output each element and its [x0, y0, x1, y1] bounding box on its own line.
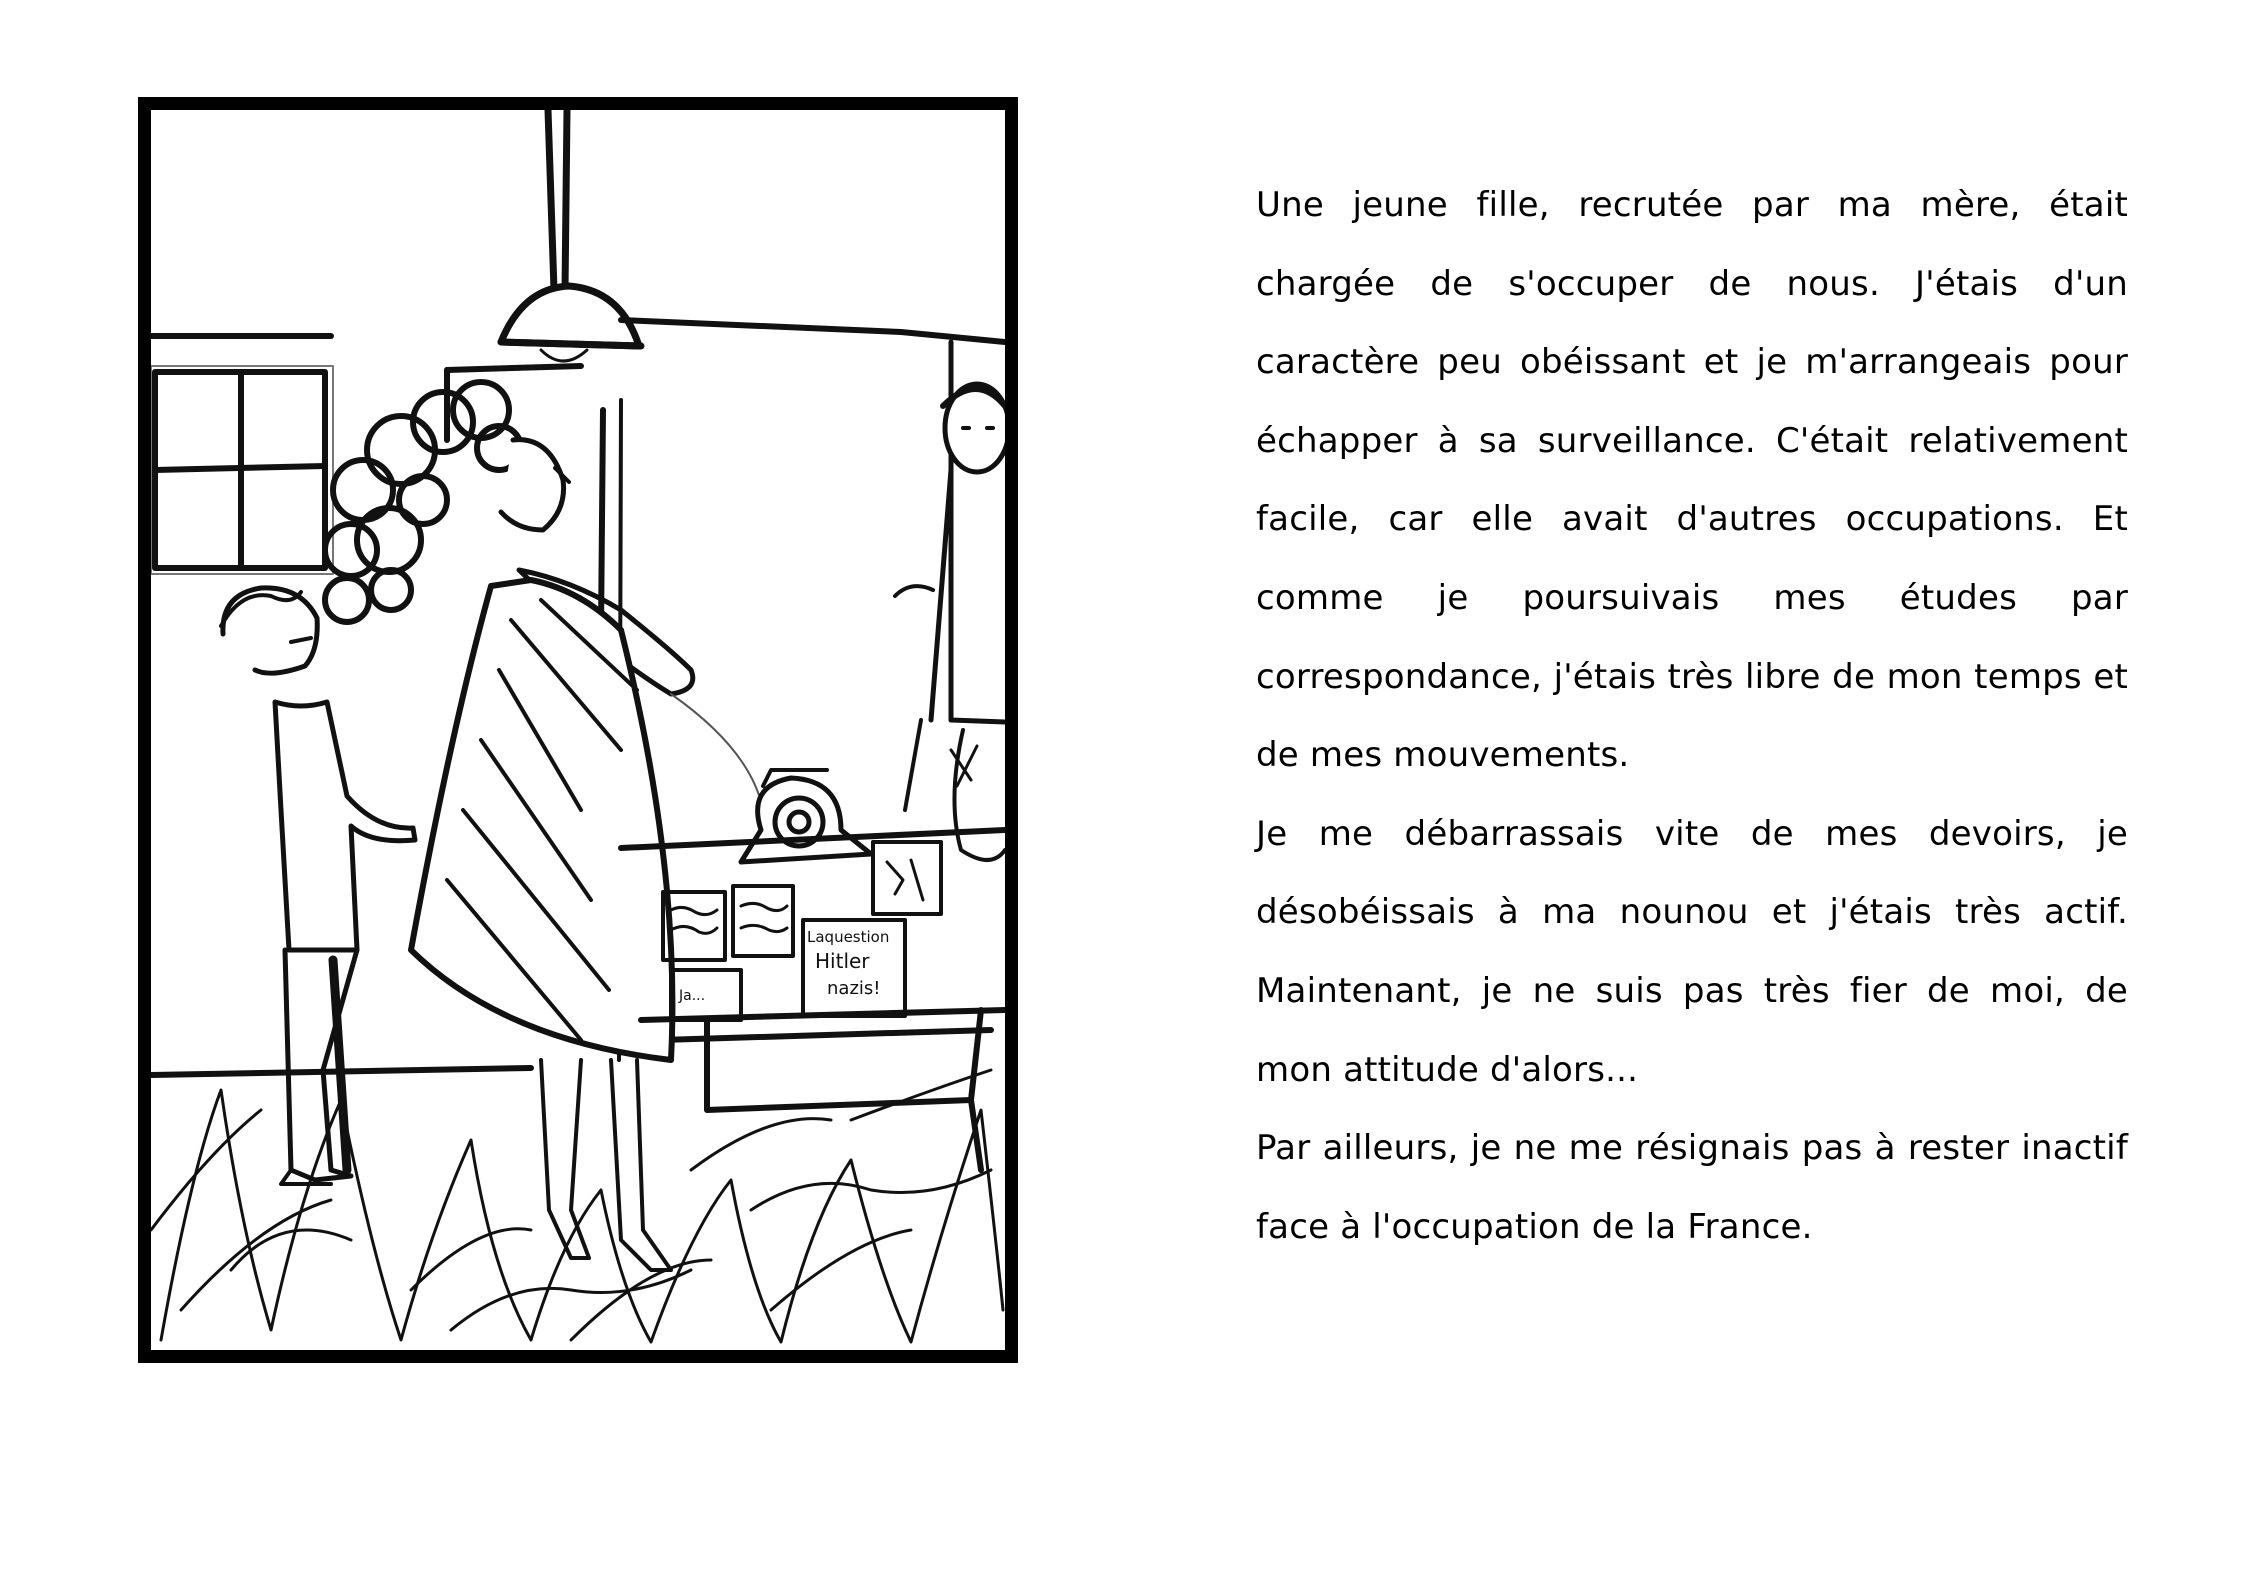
desk-notes: [663, 842, 941, 1020]
story-paragraph-3: Par ailleurs, je ne me résignais pas à rester inactif face à l'occupation de la France.: [1256, 1128, 2128, 1247]
poster-line-2: Hitler: [815, 949, 870, 973]
boy-figure: [221, 588, 415, 1184]
story-text: [1256, 166, 2128, 1266]
left-note-text: Ja...: [679, 988, 706, 1004]
story-paragraph-2: Je me débarrassais vite de mes devoirs, je désobéissais à ma nounou et j'étais très actif. Maintenant, je ne suis pas très fier de moi, de mon attitude d'alors...: [1256, 813, 2128, 1090]
rotary-telephone: [741, 770, 871, 862]
story-paragraph-1: Une jeune fille, recrutée par ma mère, était chargée de s'occuper de nous. J'étais d'un caractère peu obéissant et je m'arrangeais pour échapper à sa surveillance. C'était relativement facile, car elle avait d'autres occupations. Et comme je poursuivais mes études par correspondance, j'étais très libre de mon temps et de mes mouvements.: [1256, 185, 2128, 776]
ceiling-lamp: [501, 110, 641, 361]
doorway-figure: [895, 342, 1005, 860]
illustration-frame: [138, 97, 1018, 1363]
poster-line-3: nazis!: [827, 978, 881, 999]
poster-line-1: Laquestion: [807, 928, 890, 946]
ink-drawing-illustration: [151, 110, 1005, 1350]
window-left: [151, 366, 333, 574]
